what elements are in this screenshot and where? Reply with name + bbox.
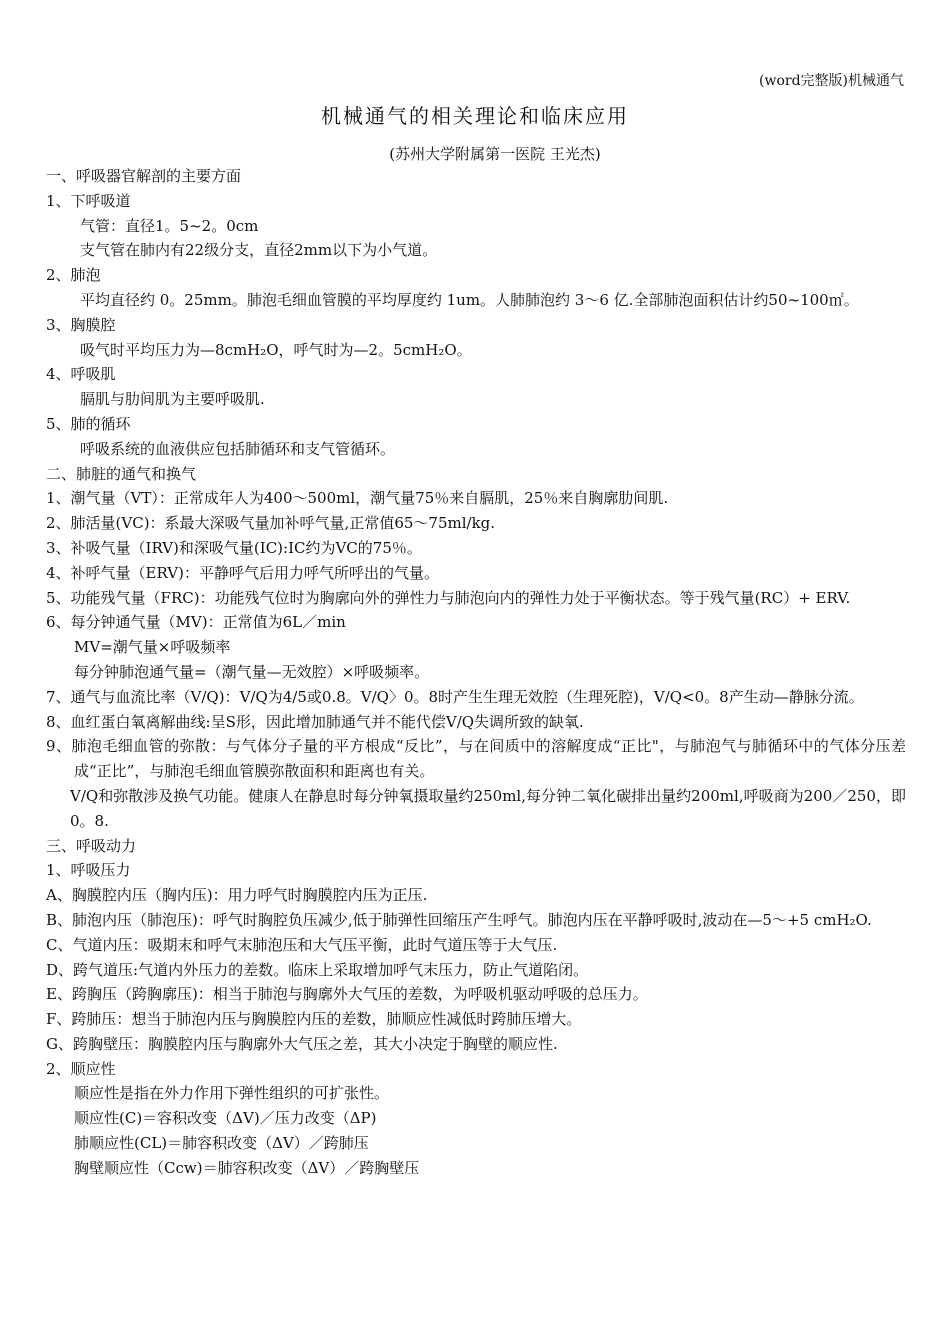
text-line: 顺应性(C)＝容积改变（ΔV)／压力改变（ΔP) [74,1109,377,1128]
text-line: B、肺泡内压（肺泡压)：呼气时胸腔负压减少,低于肺弹性回缩压产生呼气。肺泡内压在平静呼吸时,波动在—5～+5 cmH₂O. [46,910,872,929]
text-line: 2、肺活量(VC)：系最大深吸气量加补呼气量,正常值65～75ml/kg. [46,514,496,533]
text-line: 4、呼吸肌 [46,365,116,384]
text-line: 胸壁顺应性（Ccw)＝肺容积改变（ΔV）／跨胸壁压 [74,1158,420,1177]
text-line: D、跨气道压:气道内外压力的差数。临床上采取增加呼气末压力，防止气道陷闭。 [46,960,589,979]
text-line: F、跨肺压：想当于肺泡内压与胸膜腔内压的差数，肺顺应性减低时跨肺压增大。 [46,1010,582,1029]
text-line: 气管：直径1。5~2。0cm [80,216,259,235]
text-line: 5、肺的循环 [46,414,131,433]
text-line: 二、肺脏的通气和换气 [46,464,197,483]
text-line: MV=潮气量×呼吸频率 [74,638,231,657]
text-line: 呼吸系统的血液供应包括肺循环和支气管循环。 [80,439,396,458]
text-line: 膈肌与肋间肌为主要呼吸肌. [80,390,265,409]
text-line: 2、顺应性 [46,1059,116,1078]
document-body [46,164,906,1181]
text-line: 1、下呼吸道 [46,191,131,210]
text-line: 4、补呼气量（ERV)：平静呼气后用力呼气所呼出的气量。 [46,563,439,582]
text-line: 1、潮气量（VT）：正常成年人为400～500ml，潮气量75％来自膈肌，25％来自胸廓肋间肌. [46,489,669,508]
text-line: 吸气时平均压力为—8cmH₂O，呼气时为—2。5cmH₂O。 [80,340,472,359]
text-line: 9、肺泡毛细血管的弥散：与气体分子量的平方根成“反比”，与在间质中的溶解度成“正比"，与肺泡气与肺循环中的气体分压差成“正比”，与肺泡毛细血管膜弥散面积和距离也有关。 [46,737,906,781]
text-line: 2、肺泡 [46,266,101,285]
text-line: 8、血红蛋白氧离解曲线:呈S形，因此增加肺通气并不能代偿V/Q失调所致的缺氧. [46,712,584,731]
text-line: A、胸膜腔内压（胸内压)：用力呼气时胸膜腔内压为正压. [46,886,428,905]
text-line: E、跨胸压（跨胸廓压)：相当于肺泡与胸廓外大气压的差数，为呼吸机驱动呼吸的总压力。 [46,985,648,1004]
text-line: C、气道内压：吸期末和呼气末肺泡压和大气压平衡，此时气道压等于大气压. [46,935,558,954]
text-line: 7、通气与血流比率（V/Q)：V/Q为4/5或0.8。V/Q〉0。8时产生生理无效腔（生理死腔)，V/Q<0。8产生动—静脉分流。 [46,687,864,706]
text-line: 支气管在肺内有22级分支，直径2mm以下为小气道。 [80,241,438,260]
document-header-label: (word完整版)机械通气 [759,73,904,89]
text-line: 一、呼吸器官解剖的主要方面 [46,167,242,185]
text-line: 肺顺应性(CL)＝肺容积改变（ΔV）／跨肺压 [74,1134,369,1153]
text-line: 3、补吸气量（IRV)和深吸气量(IC):IC约为VC的75％。 [46,538,422,557]
text-line: 1、呼吸压力 [46,861,131,880]
document-subtitle: (苏州大学附属第一医院 王光杰) [389,145,601,163]
text-line: G、跨胸壁压：胸膜腔内压与胸廓外大气压之差，其大小决定于胸壁的顺应性. [46,1034,558,1053]
text-line: 三、呼吸动力 [46,836,137,855]
text-line: 6、每分钟通气量（MV)：正常值为6L／min [46,613,346,632]
text-line: V/Q和弥散涉及换气功能。健康人在静息时每分钟氧摄取量约250ml,每分钟二氧化碳排出量约200ml,呼吸商为200／250，即0。8. [70,786,906,830]
text-line: 5、功能残气量（FRC)：功能残气位时为胸廓向外的弹性力与肺泡向内的弹性力处于平衡状态。等于残气量(RC）+ ERV. [46,588,851,607]
document-title: 机械通气的相关理论和临床应用 [321,104,629,128]
text-line: 顺应性是指在外力作用下弹性组织的可扩张性。 [74,1084,390,1103]
text-line: 每分钟肺泡通气量=（潮气量—无效腔）×呼吸频率。 [74,662,430,681]
text-line: 平均直径约 0。25mm。肺泡毛细血管膜的平均厚度约 1um。人肺肺泡约 3～6 亿.全部肺泡面积估计约50~100㎡。 [80,290,859,309]
text-line: 3、胸膜腔 [46,315,116,334]
